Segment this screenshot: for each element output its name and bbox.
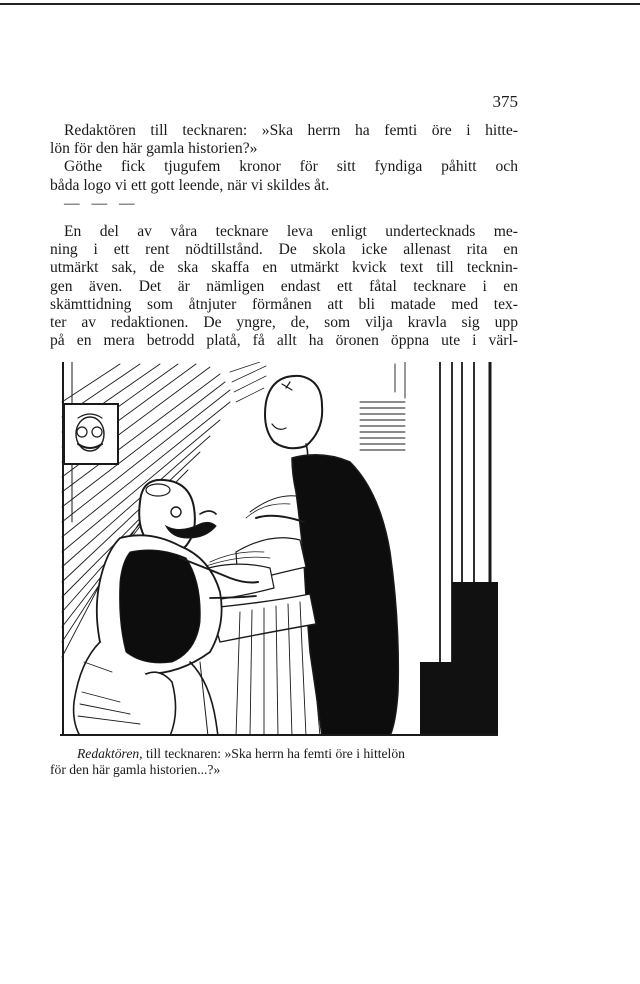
text-line: på en mera betrodd platå, få allt ha öronen öppna ute i värl- (50, 332, 518, 350)
section-separator: — — — (64, 194, 139, 212)
text-line: ter av redaktionen. De yngre, de, som vilja kravla sig upp (50, 314, 518, 332)
caption-line-2: för den här gamla historien...?» (50, 762, 221, 777)
text-line: skämttidning som åtnjuter förmånen att bli matade med tex- (50, 295, 518, 313)
text-line: En del av våra tecknare leva enligt undertecknads me- (64, 223, 518, 241)
caption-line-1-rest: till tecknaren: »Ska herrn ha femti öre i hittelön (142, 746, 405, 761)
text-line: utmärkt sak, de ska skaffa en utmärkt kvick text till tecknin- (50, 259, 518, 277)
caption-lead: Redaktören, (77, 746, 143, 761)
text-line: Göthe fick tjugufem kronor för sitt fyndiga påhitt och (64, 158, 518, 176)
text-line: ning i ett rent nödtillstånd. De skola icke allenast rita en (50, 241, 518, 259)
cartoon-illustration (60, 362, 498, 736)
page-number: 375 (492, 92, 518, 111)
caption-line-1 (50, 746, 510, 762)
text-line: lön för den här gamla historien?» (50, 140, 258, 158)
text-line: båda logo vi ett gott leende, när vi skildes åt. (50, 176, 330, 194)
top-rule (0, 3, 640, 5)
body-text (50, 122, 518, 350)
cartoon-drawing (60, 362, 498, 736)
text-line: gen även. Det är nämligen endast ett fåtal tecknare i en (50, 277, 518, 295)
text-line: Redaktören till tecknaren: »Ska herrn ha femti öre i hitte- (64, 122, 518, 139)
figure-caption (50, 746, 510, 778)
